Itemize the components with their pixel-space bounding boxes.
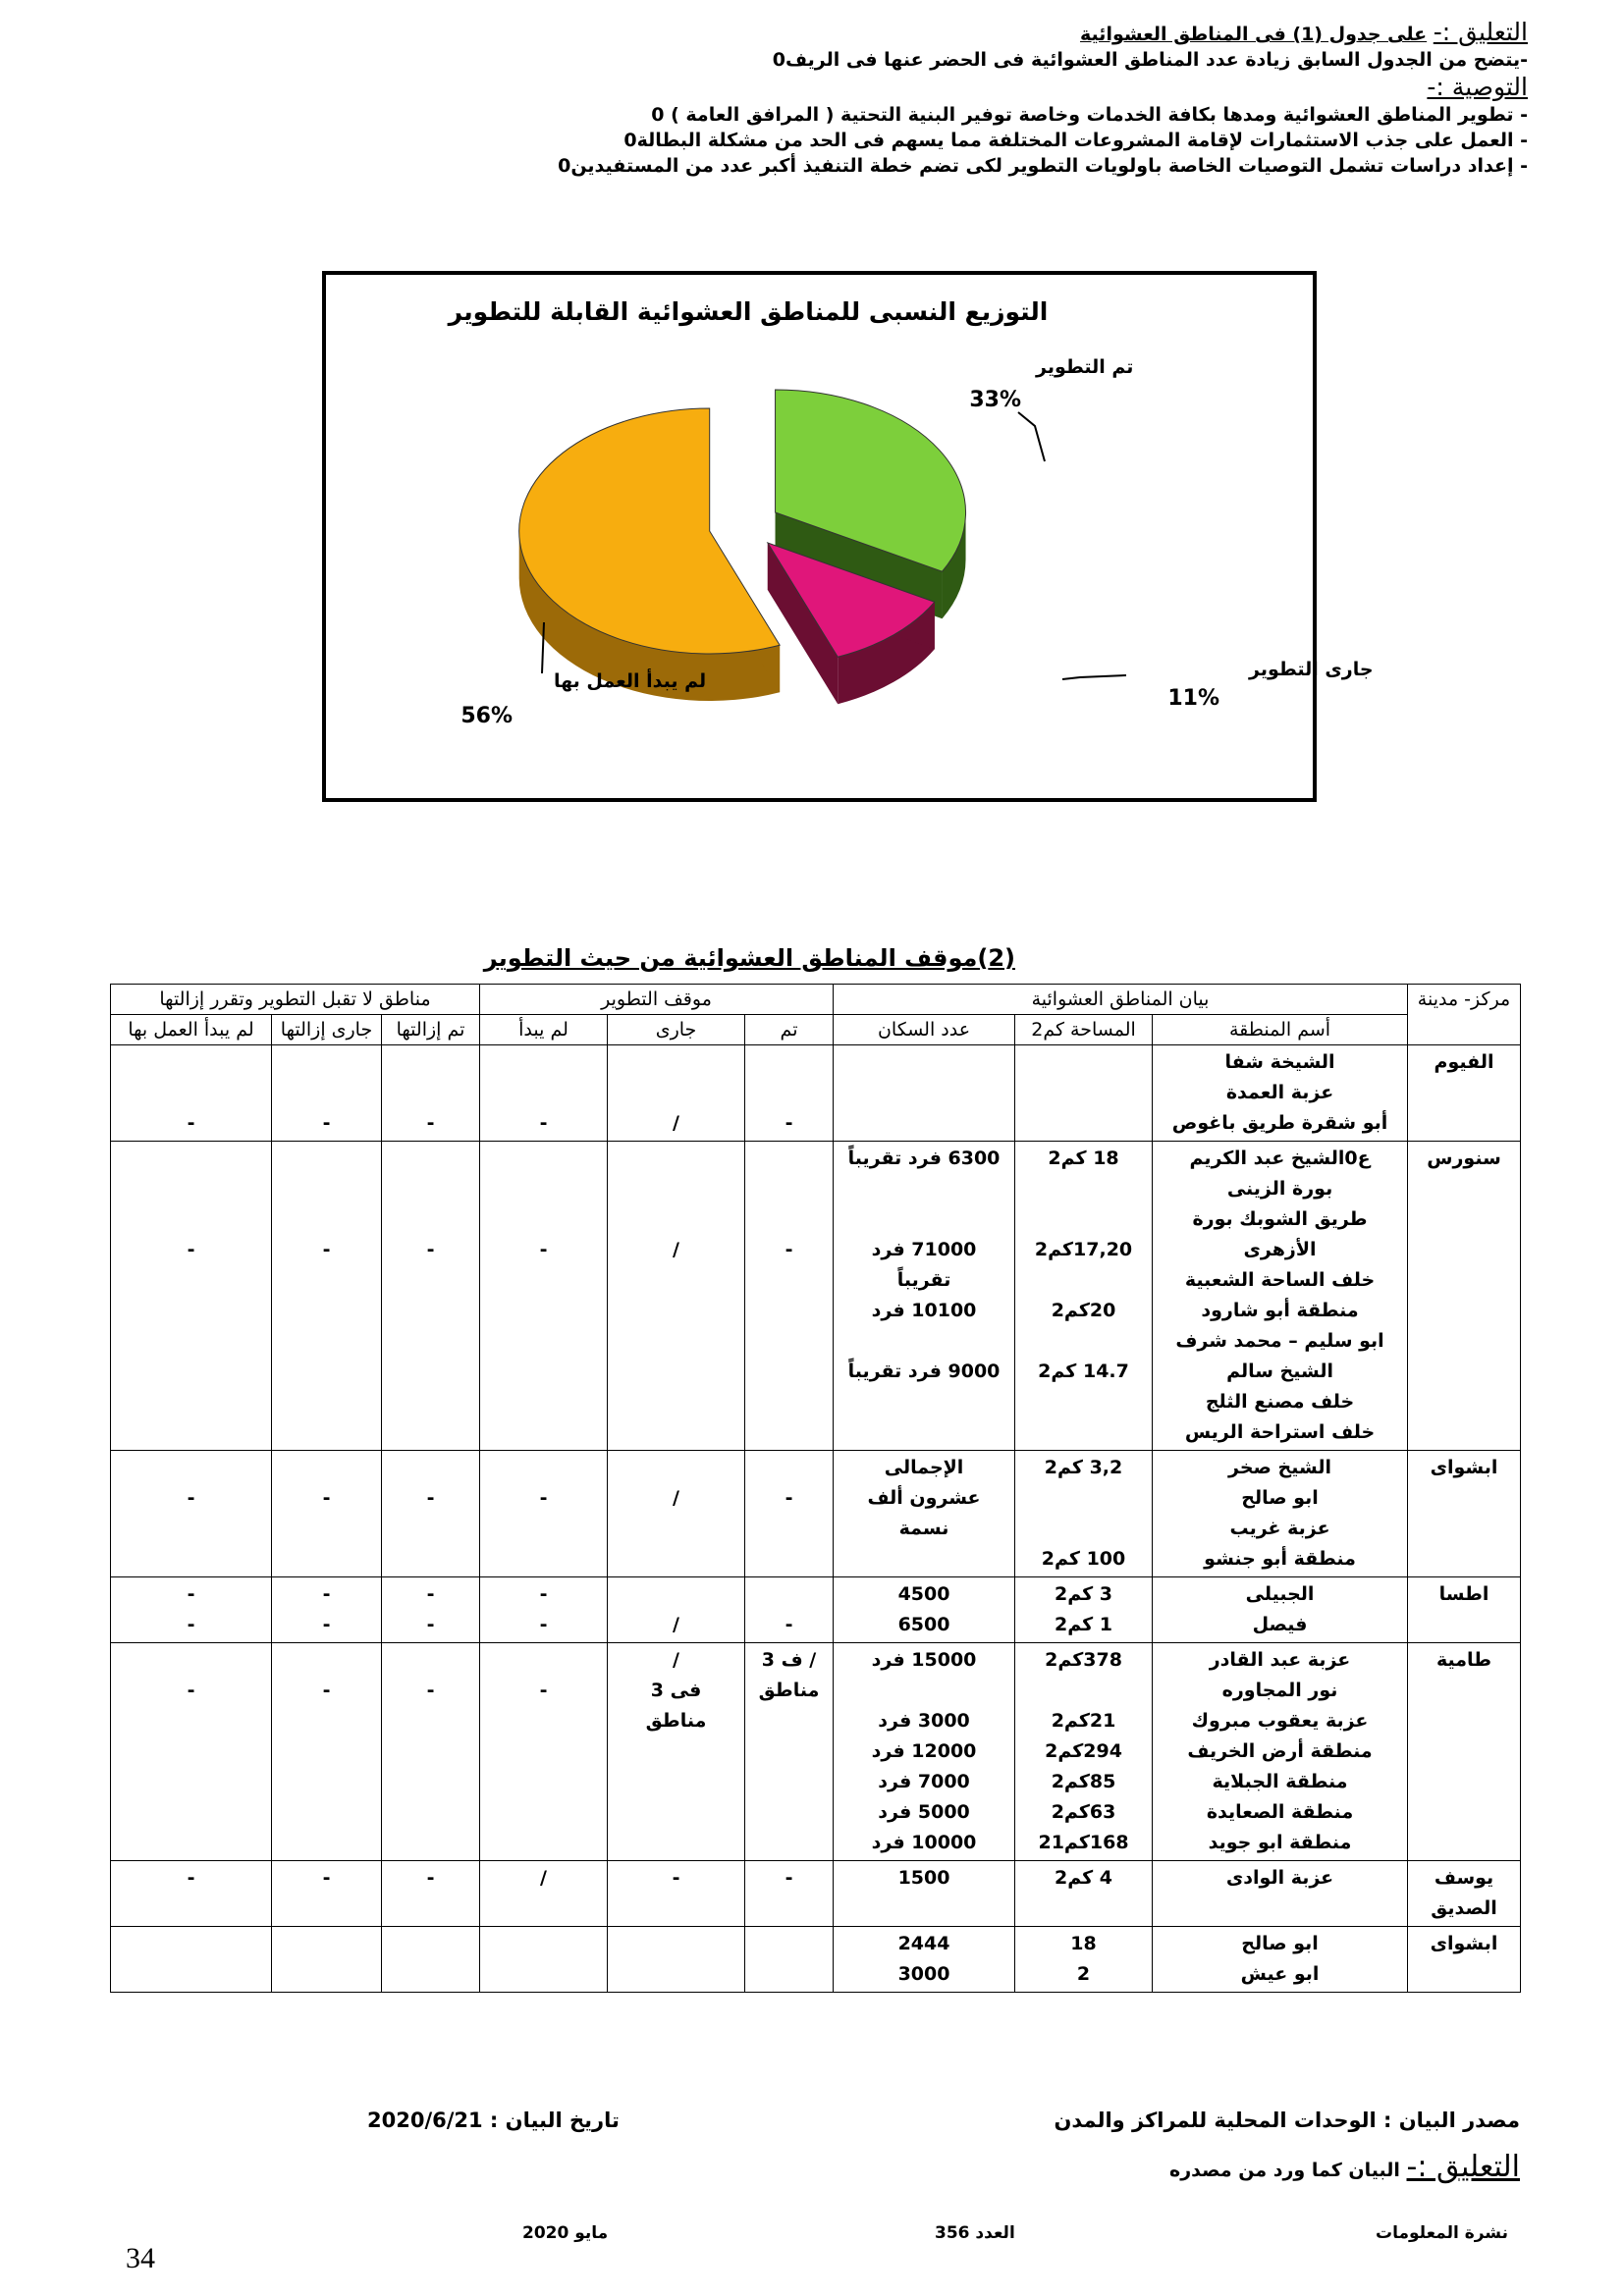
done-value: - — [785, 1239, 793, 1260]
population-value: 3000 — [897, 1963, 950, 1985]
table-row — [111, 1577, 1521, 1643]
header-area-size: المساحة كم2 — [1015, 1015, 1153, 1045]
cell-removing — [272, 1045, 382, 1142]
cell-population — [834, 1142, 1015, 1451]
done-value — [751, 1579, 827, 1610]
done-value — [751, 1174, 827, 1204]
cell-removing — [272, 1861, 382, 1927]
cell-not-begun — [111, 1927, 272, 1993]
population-value — [839, 1204, 1008, 1235]
area-size-value: 168كم21 — [1038, 1832, 1129, 1853]
not-begun-value: - — [187, 1583, 195, 1605]
removing-value — [278, 1047, 375, 1078]
area-size-value: 1 كم2 — [1054, 1614, 1113, 1635]
pie-chart — [322, 271, 1374, 802]
area-name-value: منطقة أبو جنشو — [1204, 1548, 1356, 1570]
cell-population — [834, 1861, 1015, 1927]
not-begun-value — [117, 1144, 265, 1174]
not-started-value: - — [539, 1487, 548, 1509]
removing-value: - — [322, 1112, 331, 1134]
not-begun-value: - — [187, 1867, 195, 1889]
population-value: 3000 فرد — [878, 1710, 970, 1732]
removed-value: - — [426, 1239, 435, 1260]
population-value: 1500 — [897, 1867, 950, 1889]
area-name-value: خلف الساحة الشعبية — [1184, 1269, 1376, 1291]
removed-value — [388, 1078, 473, 1108]
removing-value: - — [322, 1680, 331, 1701]
area-name-value: عزبة الوادى — [1225, 1867, 1334, 1889]
data-source: مصدر البيان : الوحدات المحلية للمراكز والمدن — [1054, 2109, 1520, 2132]
comment-heading: التعليق :- — [1433, 18, 1528, 46]
ongoing-value: فى 3 — [650, 1680, 702, 1701]
recommendation-item: - تطوير المناطق العشوائية ومدها بكافة الخدمات وخاصة توفير البنية التحتية ( المرافق العامة ) 0 — [651, 104, 1528, 126]
not-started-value: - — [539, 1112, 548, 1134]
removed-value — [388, 1144, 473, 1174]
cell-done — [745, 1451, 834, 1577]
area-name-value: بورة الزينى — [1226, 1178, 1333, 1200]
removed-value: - — [426, 1487, 435, 1509]
ongoing-value — [614, 1579, 738, 1610]
cell-not-begun — [111, 1045, 272, 1142]
slice-label-done: تم التطوير — [1036, 356, 1134, 378]
footer-comment-text: البيان كما ورد من مصدره — [1169, 2160, 1400, 2181]
not-begun-value — [117, 1047, 265, 1078]
area-size-value — [1021, 1265, 1146, 1296]
area-name-value: الشيخ صخر — [1228, 1457, 1331, 1478]
cell-not-begun — [111, 1577, 272, 1643]
data-date: تاريخ البيان : 2020/6/21 — [367, 2109, 620, 2132]
removing-value — [278, 1174, 375, 1204]
slice-label-ongoing: جارى التطوير — [1249, 659, 1374, 680]
not-begun-value — [117, 1078, 265, 1108]
not-begun-value — [117, 1174, 265, 1204]
removing-value — [278, 1645, 375, 1676]
area-size-value: 18 — [1070, 1933, 1097, 1954]
issue-month: مايو 2020 — [522, 2223, 609, 2243]
area-name-value: ابو عيش — [1240, 1963, 1320, 1985]
area-size-value: 85كم2 — [1051, 1771, 1116, 1792]
population-value: 4500 — [897, 1583, 950, 1605]
cell-done — [745, 1142, 834, 1451]
cell-area-size — [1015, 1577, 1153, 1643]
header-ongoing: جارى — [608, 1015, 745, 1045]
not-started-value: / — [540, 1867, 547, 1889]
population-value: تقريباً — [896, 1269, 951, 1291]
slum-areas-table — [110, 984, 1521, 1993]
cell-not-started — [480, 1643, 608, 1861]
cell-area-name — [1153, 1861, 1408, 1927]
not-begun-value: - — [187, 1680, 195, 1701]
cell-removed — [382, 1142, 480, 1451]
area-name-value: الجبيلى — [1245, 1583, 1315, 1605]
area-size-value — [1021, 1676, 1146, 1706]
ongoing-value — [614, 1047, 738, 1078]
ongoing-value — [614, 1453, 738, 1483]
area-name-value: الأزهرى — [1243, 1239, 1317, 1260]
cell-removed — [382, 1861, 480, 1927]
recommendation-heading: التوصية :- — [1427, 73, 1528, 101]
cell-removed — [382, 1927, 480, 1993]
not-begun-value — [117, 1204, 265, 1235]
footer-comment-heading: التعليق :- — [1406, 2150, 1520, 2184]
area-size-value: 3 كم2 — [1054, 1583, 1113, 1605]
slice-value-ongoing: 11% — [1167, 686, 1219, 711]
cell-population — [834, 1451, 1015, 1577]
cell-ongoing — [608, 1861, 745, 1927]
not-started-value: - — [539, 1614, 548, 1635]
table-row — [111, 1142, 1521, 1451]
cell-removing — [272, 1927, 382, 1993]
ongoing-value — [614, 1204, 738, 1235]
chart-title: التوزيع النسبى للمناطق العشوائية القابلة للتطوير — [448, 297, 1049, 326]
area-name-value: ع0الشيخ عبد الكريم — [1189, 1148, 1371, 1169]
removing-value — [278, 1204, 375, 1235]
area-size-value: 17,20كم2 — [1034, 1239, 1133, 1260]
comment-text: -يتضح من الجدول السابق زيادة عدد المناطق العشوائية فى الحضر عنها فى الريف0 — [772, 49, 1528, 71]
cell-center: ابشواى — [1408, 1451, 1521, 1577]
done-value: - — [785, 1867, 793, 1889]
population-value: 71000 فرد — [871, 1239, 977, 1260]
cell-removing — [272, 1142, 382, 1451]
removed-value — [388, 1047, 473, 1078]
population-value: الإجمالى — [884, 1457, 964, 1478]
not-started-value — [486, 1453, 601, 1483]
footer-comment — [1169, 2150, 1520, 2184]
cell-ongoing — [608, 1643, 745, 1861]
header-removed: تم إزالتها — [382, 1015, 480, 1045]
not-begun-value: - — [187, 1239, 195, 1260]
not-started-value: - — [539, 1239, 548, 1260]
cell-removing — [272, 1451, 382, 1577]
area-size-value: 2 — [1076, 1963, 1091, 1985]
removed-value — [388, 1204, 473, 1235]
area-name-value: ابو صالح — [1241, 1933, 1319, 1954]
header-area-name: أسم المنطقة — [1153, 1015, 1408, 1045]
not-begun-value: - — [187, 1112, 195, 1134]
area-name-value: عزبة غريب — [1229, 1518, 1330, 1539]
cell-center: اطسا — [1408, 1577, 1521, 1643]
not-started-value: - — [539, 1583, 548, 1605]
area-name-value: طريق الشوبك بورة — [1192, 1208, 1368, 1230]
not-begun-value: - — [187, 1614, 195, 1635]
cell-done — [745, 1861, 834, 1927]
header-population: عدد السكان — [834, 1015, 1015, 1045]
done-value: - — [785, 1614, 793, 1635]
not-started-value — [486, 1047, 601, 1078]
area-size-value — [1021, 1204, 1146, 1235]
area-size-value: 63كم2 — [1051, 1801, 1116, 1823]
cell-removing — [272, 1643, 382, 1861]
area-size-value: 4 كم2 — [1054, 1867, 1113, 1889]
population-value — [839, 1326, 1008, 1357]
population-value: 6300 فرد تقريباً — [847, 1148, 1001, 1169]
removed-value — [388, 1645, 473, 1676]
header-removing: جارى إزالتها — [272, 1015, 382, 1045]
not-started-value — [486, 1144, 601, 1174]
cell-ongoing — [608, 1927, 745, 1993]
area-name-value: منطقة أبو شارود — [1201, 1300, 1359, 1321]
header-no-dev: مناطق لا تقبل التطوير وتقرر إزالتها — [111, 985, 480, 1015]
not-begun-value — [117, 1645, 265, 1676]
area-name-value: منطقة الصعايدة — [1206, 1801, 1354, 1823]
removing-value: - — [322, 1487, 331, 1509]
cell-area-size — [1015, 1045, 1153, 1142]
area-size-value — [1021, 1326, 1146, 1357]
cell-not-begun — [111, 1861, 272, 1927]
done-value — [751, 1204, 827, 1235]
population-value: 5000 فرد — [878, 1801, 970, 1823]
cell-area-size — [1015, 1142, 1153, 1451]
done-value — [751, 1453, 827, 1483]
cell-area-name — [1153, 1045, 1408, 1142]
page-number: 34 — [126, 2242, 155, 2274]
cell-area-name — [1153, 1927, 1408, 1993]
recommendation-item: - إعداد دراسات تشمل التوصيات الخاصة باولويات التطوير لكى تضم خطة التنفيذ أكبر عدد من المستفيدين0 — [558, 155, 1528, 177]
removing-value — [278, 1144, 375, 1174]
cell-center: سنورس — [1408, 1142, 1521, 1451]
cell-removed — [382, 1451, 480, 1577]
removed-value — [388, 1453, 473, 1483]
population-value: 15000 فرد — [871, 1649, 977, 1671]
area-size-value — [1021, 1174, 1146, 1204]
table-row — [111, 1451, 1521, 1577]
removed-value: - — [426, 1583, 435, 1605]
removing-value: - — [322, 1867, 331, 1889]
population-value: عشرون ألف — [867, 1487, 981, 1509]
cell-not-begun — [111, 1451, 272, 1577]
issue-number: العدد 356 — [935, 2223, 1015, 2243]
table-row — [111, 1861, 1521, 1927]
header-done: تم — [745, 1015, 834, 1045]
done-value — [751, 1047, 827, 1078]
not-begun-value — [117, 1453, 265, 1483]
area-name-value: أبو شقرة طريق باغوص — [1171, 1112, 1388, 1134]
ongoing-value — [614, 1174, 738, 1204]
done-value: - — [785, 1112, 793, 1134]
cell-population — [834, 1045, 1015, 1142]
cell-ongoing — [608, 1045, 745, 1142]
done-value — [751, 1144, 827, 1174]
cell-ongoing — [608, 1142, 745, 1451]
header-areas-info: بيان المناطق العشوائية — [834, 985, 1408, 1015]
cell-not-started — [480, 1861, 608, 1927]
population-value: 6500 — [897, 1614, 950, 1635]
cell-removed — [382, 1577, 480, 1643]
area-size-value: 20كم2 — [1051, 1300, 1116, 1321]
cell-done — [745, 1577, 834, 1643]
table-row — [111, 1927, 1521, 1993]
area-size-value — [1021, 1514, 1146, 1544]
population-value: 12000 فرد — [871, 1740, 977, 1762]
cell-center: ابشواى — [1408, 1927, 1521, 1993]
population-value: 10000 فرد — [871, 1832, 977, 1853]
cell-done — [745, 1045, 834, 1142]
not-started-value — [486, 1645, 601, 1676]
population-value: نسمة — [898, 1518, 949, 1539]
area-name-value: نور المجاوره — [1221, 1680, 1338, 1701]
area-size-value: 18 كم2 — [1048, 1148, 1119, 1169]
header-not-begun: لم يبدأ العمل بها — [111, 1015, 272, 1045]
cell-area-name — [1153, 1451, 1408, 1577]
cell-area-name — [1153, 1643, 1408, 1861]
leader-line — [1062, 675, 1126, 679]
area-name-value: الشيخ سالم — [1226, 1361, 1333, 1382]
ongoing-value — [614, 1144, 738, 1174]
population-value: 9000 فرد تقريباً — [847, 1361, 1001, 1382]
area-size-value: 3,2 كم2 — [1044, 1457, 1123, 1478]
removed-value: - — [426, 1680, 435, 1701]
done-value: - — [785, 1487, 793, 1509]
area-name-value: منطقة ابو جويد — [1208, 1832, 1352, 1853]
area-name-value: ابو صالح — [1241, 1487, 1319, 1509]
cell-done — [745, 1643, 834, 1861]
comment-line — [104, 18, 1528, 47]
cell-not-started — [480, 1045, 608, 1142]
cell-center: طامية — [1408, 1643, 1521, 1861]
pie-chart-svg — [326, 275, 1374, 798]
removed-value — [388, 1174, 473, 1204]
area-size-value: 378كم2 — [1045, 1649, 1122, 1671]
ongoing-value: / — [673, 1239, 679, 1260]
removed-value: - — [426, 1112, 435, 1134]
cell-removed — [382, 1045, 480, 1142]
area-name-value: فيصل — [1252, 1614, 1308, 1635]
area-name-value: خلف مصنع الثلج — [1205, 1391, 1355, 1413]
removing-value — [278, 1078, 375, 1108]
population-value — [839, 1676, 1008, 1706]
done-value — [751, 1078, 827, 1108]
cell-not-started — [480, 1142, 608, 1451]
slice-value-not-started: 56% — [460, 704, 513, 728]
cell-area-name — [1153, 1142, 1408, 1451]
not-begun-value: - — [187, 1487, 195, 1509]
cell-population — [834, 1643, 1015, 1861]
cell-not-started — [480, 1927, 608, 1993]
area-name-value: عزبة يعقوب مبروك — [1191, 1710, 1369, 1732]
area-name-value: ابو سليم – محمد شرف — [1175, 1330, 1384, 1352]
ongoing-value: مناطق — [645, 1710, 707, 1732]
area-size-value: 14.7 كم2 — [1038, 1361, 1129, 1382]
cell-ongoing — [608, 1577, 745, 1643]
cell-not-begun — [111, 1142, 272, 1451]
cell-area-size — [1015, 1643, 1153, 1861]
removed-value: - — [426, 1867, 435, 1889]
population-value — [839, 1174, 1008, 1204]
done-value: / ف 3 — [761, 1649, 817, 1671]
area-size-value — [1021, 1483, 1146, 1514]
cell-population — [834, 1927, 1015, 1993]
intro-section — [104, 18, 1528, 179]
population-value: 10100 فرد — [871, 1300, 977, 1321]
area-name-value: الشيخة شفا — [1224, 1051, 1335, 1073]
header-not-started: لم يبدأ — [480, 1015, 608, 1045]
leader-line — [1018, 412, 1045, 461]
cell-area-size — [1015, 1861, 1153, 1927]
removed-value: - — [426, 1614, 435, 1635]
not-started-value: - — [539, 1680, 548, 1701]
area-name-value: عزبة العمدة — [1225, 1082, 1334, 1103]
cell-done — [745, 1927, 834, 1993]
cell-not-started — [480, 1451, 608, 1577]
ongoing-value: / — [673, 1649, 679, 1671]
table-row — [111, 1045, 1521, 1142]
area-name-value: خلف استراحة الريس — [1184, 1421, 1376, 1443]
removing-value: - — [322, 1583, 331, 1605]
header-center: مركز- مدينة — [1408, 985, 1521, 1045]
not-started-value — [486, 1204, 601, 1235]
ongoing-value — [614, 1078, 738, 1108]
area-size-value: 21كم2 — [1051, 1710, 1116, 1732]
removing-value: - — [322, 1239, 331, 1260]
removing-value — [278, 1453, 375, 1483]
cell-removed — [382, 1643, 480, 1861]
done-value: مناطق — [758, 1680, 820, 1701]
publication-name: نشرة المعلومات — [1375, 2223, 1508, 2243]
slice-label-not-started: لم يبدأ العمل بها — [554, 670, 707, 692]
population-value: 2444 — [897, 1933, 950, 1954]
ongoing-value: - — [672, 1867, 680, 1889]
ongoing-value: / — [673, 1112, 679, 1134]
cell-not-started — [480, 1577, 608, 1643]
table-caption: (2)موقف المناطق العشوائية من حيث التطوير — [483, 944, 1015, 972]
not-started-value — [486, 1078, 601, 1108]
source-line — [110, 2109, 1520, 2132]
cell-area-size — [1015, 1451, 1153, 1577]
ongoing-value: / — [673, 1487, 679, 1509]
ongoing-value: / — [673, 1614, 679, 1635]
slice-value-done: 33% — [969, 388, 1021, 412]
area-size-value: 100 كم2 — [1041, 1548, 1126, 1570]
cell-removing — [272, 1577, 382, 1643]
cell-center: يوسف الصديق — [1408, 1861, 1521, 1927]
cell-area-size — [1015, 1927, 1153, 1993]
table-row — [111, 1643, 1521, 1861]
area-size-value: 294كم2 — [1045, 1740, 1122, 1762]
removing-value: - — [322, 1614, 331, 1635]
cell-area-name — [1153, 1577, 1408, 1643]
area-name-value: عزبة عبد القادر — [1209, 1649, 1351, 1671]
population-value: 7000 فرد — [878, 1771, 970, 1792]
cell-population — [834, 1577, 1015, 1643]
cell-ongoing — [608, 1451, 745, 1577]
header-dev-status: موقف التطوير — [480, 985, 834, 1015]
cell-center: الفيوم — [1408, 1045, 1521, 1142]
area-name-value: منطقة أرض الخريف — [1187, 1740, 1373, 1762]
area-name-value: منطقة الجبلاية — [1212, 1771, 1348, 1792]
recommendation-item: - العمل على جذب الاستثمارات لإقامة المشروعات المختلفة مما يسهم فى الحد من مشكلة البطالة0 — [623, 130, 1528, 151]
comment-subject: على جدول (1) فى المناطق العشوائية — [1080, 24, 1428, 45]
cell-not-begun — [111, 1643, 272, 1861]
not-started-value — [486, 1174, 601, 1204]
